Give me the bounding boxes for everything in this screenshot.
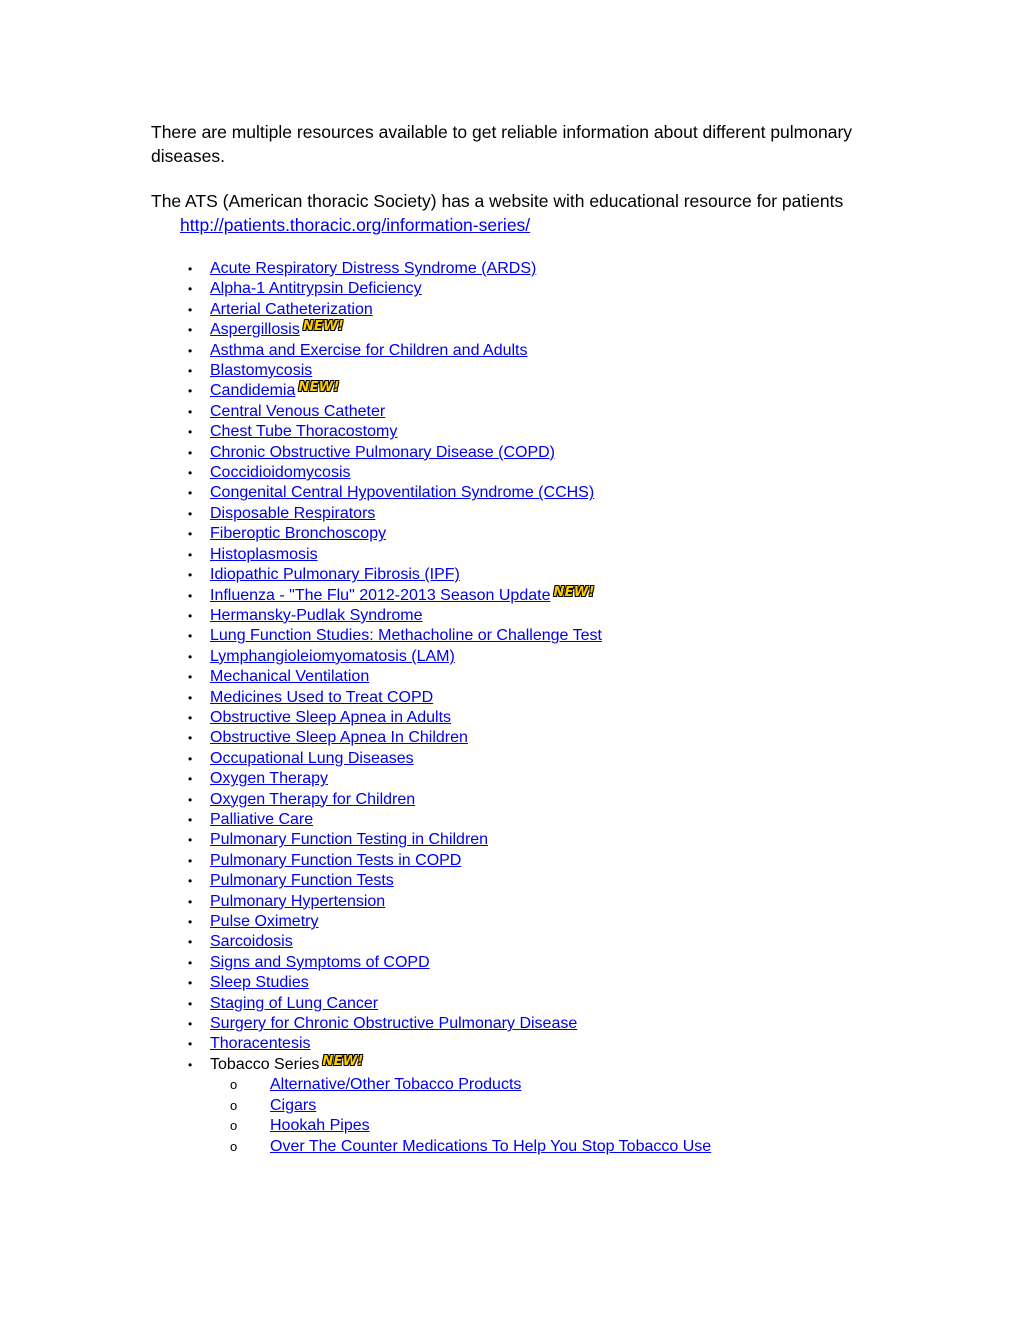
topic-link-aspergillosis[interactable]: Aspergillosis xyxy=(210,321,300,339)
list-item xyxy=(151,769,881,789)
sub-list-item xyxy=(210,1075,881,1096)
topic-link-obstructive-sleep-apnea-in-children[interactable]: Obstructive Sleep Apnea In Children xyxy=(210,729,468,747)
topic-link-pulmonary-hypertension[interactable]: Pulmonary Hypertension xyxy=(210,892,386,910)
new-badge-icon: NEW! xyxy=(322,1053,364,1069)
bullet-icon: • xyxy=(188,976,193,991)
topics-list xyxy=(151,259,881,1158)
list-item xyxy=(151,892,881,912)
intro-paragraph: There are multiple resources available to get reliable information about different pulmonary diseases. xyxy=(151,122,853,166)
topic-link-asthma-and-exercise-for-children-and-adults[interactable]: Asthma and Exercise for Children and Adults xyxy=(210,341,528,359)
topic-link-thoracentesis[interactable]: Thoracentesis xyxy=(210,1035,311,1053)
list-item xyxy=(151,667,881,687)
bullet-icon: • xyxy=(188,547,193,562)
list-item xyxy=(151,443,881,463)
list-item xyxy=(151,279,881,299)
bullet-icon: • xyxy=(188,466,193,481)
new-badge-icon: NEW! xyxy=(298,380,340,396)
bullet-icon: • xyxy=(188,935,193,950)
topic-link-pulse-oximetry[interactable]: Pulse Oximetry xyxy=(210,913,319,930)
list-item xyxy=(151,973,881,993)
list-item xyxy=(151,463,881,483)
bullet-icon: • xyxy=(188,812,193,827)
list-item xyxy=(151,708,881,728)
circle-bullet-icon: o xyxy=(230,1097,238,1113)
topic-link-oxygen-therapy[interactable]: Oxygen Therapy xyxy=(210,770,328,788)
list-item xyxy=(151,483,881,503)
bullet-icon: • xyxy=(188,302,193,317)
topic-label-tobacco-series: Tobacco Series xyxy=(210,1055,320,1073)
bullet-icon: • xyxy=(188,364,193,379)
list-item xyxy=(151,1055,881,1158)
bullet-icon: • xyxy=(188,690,193,705)
sub-list-item xyxy=(210,1137,881,1158)
bullet-icon: • xyxy=(188,404,193,419)
list-item xyxy=(151,871,881,891)
list-item xyxy=(151,790,881,810)
bullet-icon: • xyxy=(188,486,193,501)
sub-list-item xyxy=(210,1096,881,1117)
topic-link-arterial-catheterization[interactable]: Arterial Catheterization xyxy=(210,300,373,318)
list-item xyxy=(151,300,881,320)
topic-link-palliative-care[interactable]: Palliative Care xyxy=(210,810,314,828)
list-item xyxy=(151,851,881,871)
topic-link-lymphangioleiomyomatosis-lam[interactable]: Lymphangioleiomyomatosis (LAM) xyxy=(210,647,455,665)
document-page xyxy=(151,120,881,1158)
list-item xyxy=(151,912,881,932)
topic-link-idiopathic-pulmonary-fibrosis-ipf[interactable]: Idiopathic Pulmonary Fibrosis (IPF) xyxy=(210,566,460,584)
list-item xyxy=(151,810,881,830)
bullet-icon: • xyxy=(188,792,193,807)
list-item xyxy=(151,606,881,626)
list-item xyxy=(151,749,881,769)
list-item xyxy=(151,1034,881,1054)
list-item xyxy=(151,626,881,646)
bullet-icon: • xyxy=(188,323,193,338)
bullet-icon: • xyxy=(188,670,193,685)
bullet-icon: • xyxy=(188,894,193,909)
bullet-icon: • xyxy=(188,588,193,603)
list-item xyxy=(151,565,881,585)
new-badge-icon: NEW! xyxy=(302,319,345,335)
topic-link-acute-respiratory-distress-syndrome-ards[interactable]: Acute Respiratory Distress Syndrome (ARDS) xyxy=(210,260,537,277)
topic-link-sarcoidosis[interactable]: Sarcoidosis xyxy=(210,933,293,951)
bullet-icon: • xyxy=(188,874,193,889)
list-item xyxy=(151,259,881,279)
bullet-icon: • xyxy=(188,833,193,848)
bullet-icon: • xyxy=(188,568,193,583)
circle-bullet-icon: o xyxy=(230,1118,238,1134)
list-item xyxy=(151,524,881,544)
list-item xyxy=(151,647,881,667)
topic-link-candidemia[interactable]: Candidemia xyxy=(210,382,296,400)
list-item xyxy=(151,953,881,973)
topic-link-mechanical-ventilation[interactable]: Mechanical Ventilation xyxy=(210,668,370,686)
list-item xyxy=(151,1014,881,1034)
bullet-icon: • xyxy=(188,751,193,766)
list-item xyxy=(151,586,881,606)
topic-link-fiberoptic-bronchoscopy[interactable]: Fiberoptic Bronchoscopy xyxy=(210,525,387,543)
list-item xyxy=(151,728,881,748)
bullet-icon: • xyxy=(188,955,193,970)
topic-link-congenital-central-hypoventilation-syndrome-cchs[interactable]: Congenital Central Hypoventilation Syndrome (CCHS) xyxy=(210,484,595,502)
circle-bullet-icon: o xyxy=(230,1077,238,1093)
circle-bullet-icon: o xyxy=(230,1139,238,1155)
bullet-icon: • xyxy=(188,853,193,868)
bullet-icon: • xyxy=(188,1057,193,1072)
topic-link-occupational-lung-diseases[interactable]: Occupational Lung Diseases xyxy=(210,749,414,767)
list-item xyxy=(151,341,881,361)
topic-link-central-venous-catheter[interactable]: Central Venous Catheter xyxy=(210,402,386,420)
bullet-icon: • xyxy=(188,282,193,297)
bullet-icon: • xyxy=(188,996,193,1011)
list-item xyxy=(151,402,881,422)
list-item xyxy=(151,545,881,565)
topic-link-disposable-respirators[interactable]: Disposable Respirators xyxy=(210,504,376,522)
ats-paragraph: The ATS (American thoracic Society) has a website with educational resource for patients xyxy=(151,191,844,211)
topic-link-medicines-used-to-treat-copd[interactable]: Medicines Used to Treat COPD xyxy=(210,688,434,706)
list-item xyxy=(151,994,881,1014)
topic-link-pulmonary-function-testing-in-children[interactable]: Pulmonary Function Testing in Children xyxy=(210,831,489,849)
topic-link-sleep-studies[interactable]: Sleep Studies xyxy=(210,974,309,992)
topic-link-histoplasmosis[interactable]: Histoplasmosis xyxy=(210,545,318,563)
list-item xyxy=(151,381,881,401)
topic-link-hookah-pipes[interactable]: Hookah Pipes xyxy=(270,1117,370,1135)
topic-link-influenza-the-flu-2012-2013-season-update[interactable]: Influenza - "The Flu" 2012-2013 Season Update xyxy=(210,586,551,604)
bullet-icon: • xyxy=(188,710,193,725)
ats-website-link[interactable]: http://patients.thoracic.org/information-series/ xyxy=(180,215,531,235)
bullet-icon: • xyxy=(188,1037,193,1052)
bullet-icon: • xyxy=(188,731,193,746)
bullet-icon: • xyxy=(188,445,193,460)
topic-link-oxygen-therapy-for-children[interactable]: Oxygen Therapy for Children xyxy=(210,790,416,808)
list-item xyxy=(151,830,881,850)
list-item xyxy=(151,422,881,442)
bullet-icon: • xyxy=(188,425,193,440)
tobacco-sublist xyxy=(210,1075,881,1157)
bullet-icon: • xyxy=(188,629,193,644)
topic-link-hermansky-pudlak-syndrome[interactable]: Hermansky-Pudlak Syndrome xyxy=(210,606,423,624)
topic-link-chest-tube-thoracostomy[interactable]: Chest Tube Thoracostomy xyxy=(210,423,398,441)
topic-link-over-the-counter-medications-to-help-you-stop-tobacco-use[interactable]: Over The Counter Medications To Help You Stop Tobacco Use xyxy=(270,1138,712,1156)
list-item xyxy=(151,688,881,708)
bullet-icon: • xyxy=(188,527,193,542)
bullet-icon: • xyxy=(188,1017,193,1032)
topic-link-blastomycosis[interactable]: Blastomycosis xyxy=(210,362,313,380)
bullet-icon: • xyxy=(188,915,193,929)
topic-link-cigars[interactable]: Cigars xyxy=(270,1096,317,1114)
topic-link-staging-of-lung-cancer[interactable]: Staging of Lung Cancer xyxy=(210,994,379,1012)
topic-link-alpha-1-antitrypsin-deficiency[interactable]: Alpha-1 Antitrypsin Deficiency xyxy=(210,280,422,298)
topic-link-pulmonary-function-tests-in-copd[interactable]: Pulmonary Function Tests in COPD xyxy=(210,851,462,869)
bullet-icon: • xyxy=(188,343,193,358)
bullet-icon: • xyxy=(188,384,193,399)
bullet-icon: • xyxy=(188,262,193,276)
topic-link-obstructive-sleep-apnea-in-adults[interactable]: Obstructive Sleep Apnea in Adults xyxy=(210,708,452,726)
bullet-icon: • xyxy=(188,649,193,664)
topic-link-coccidioidomycosis[interactable]: Coccidioidomycosis xyxy=(210,464,351,482)
sub-list-item xyxy=(210,1116,881,1137)
topic-link-surgery-for-chronic-obstructive-pulmonary-disease[interactable]: Surgery for Chronic Obstructive Pulmonary Disease xyxy=(210,1015,578,1033)
topic-link-chronic-obstructive-pulmonary-disease-copd[interactable]: Chronic Obstructive Pulmonary Disease (COPD) xyxy=(210,443,555,461)
bullet-icon: • xyxy=(188,608,193,623)
bullet-icon: • xyxy=(188,506,193,521)
topic-link-pulmonary-function-tests[interactable]: Pulmonary Function Tests xyxy=(210,872,394,890)
topic-link-signs-and-symptoms-of-copd[interactable]: Signs and Symptoms of COPD xyxy=(210,953,430,971)
list-item xyxy=(151,504,881,524)
new-badge-icon: NEW! xyxy=(553,584,595,600)
topic-link-alternative-other-tobacco-products[interactable]: Alternative/Other Tobacco Products xyxy=(270,1076,522,1094)
list-item xyxy=(151,320,881,340)
list-item xyxy=(151,932,881,952)
bullet-icon: • xyxy=(188,772,193,787)
topic-link-lung-function-studies-methacholine-or-challenge-test[interactable]: Lung Function Studies: Methacholine or Challenge Test xyxy=(210,627,602,645)
list-item xyxy=(151,361,881,381)
